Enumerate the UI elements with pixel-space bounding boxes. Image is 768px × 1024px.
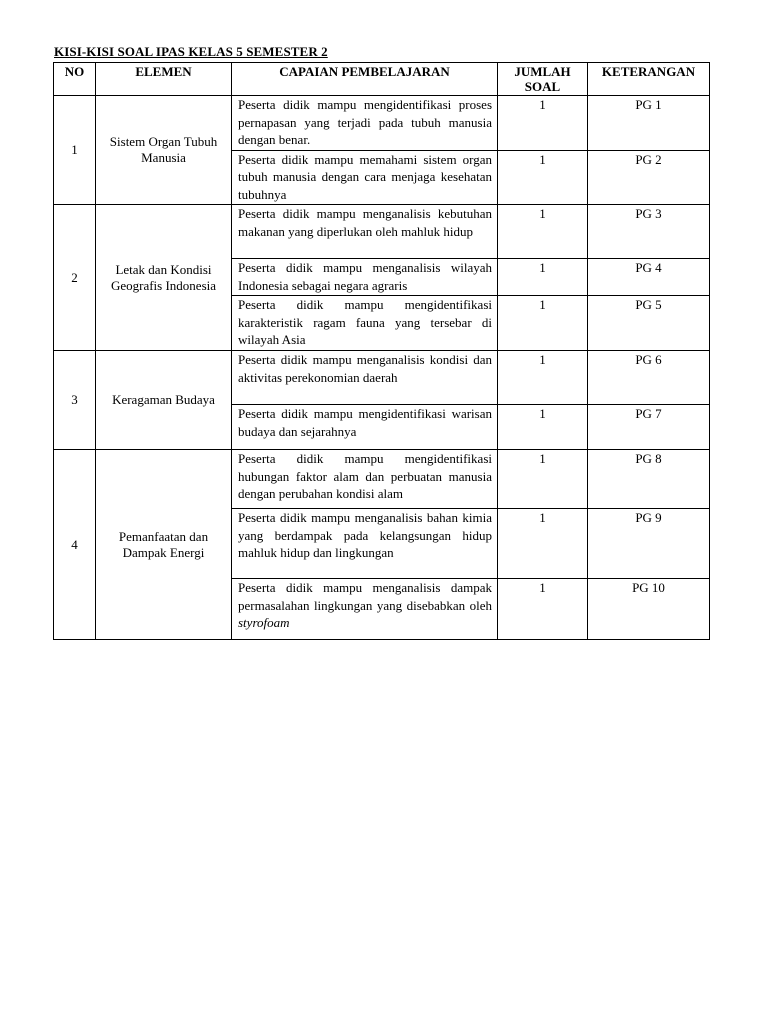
keterangan-cell: PG 4	[588, 259, 710, 296]
capaian-cell: Peserta didik mampu mengidentifikasi warisan budaya dan sejarahnya	[232, 405, 498, 450]
jumlah-soal-cell: 1	[498, 579, 588, 640]
group-number: 2	[54, 205, 96, 351]
group-elemen: Letak dan Kondisi Geografis Indonesia	[96, 205, 232, 351]
header-jumlah-line1: JUMLAH	[514, 64, 571, 79]
group-elemen: Keragaman Budaya	[96, 351, 232, 450]
keterangan-cell: PG 7	[588, 405, 710, 450]
jumlah-soal-cell: 1	[498, 96, 588, 151]
header-no: NO	[54, 63, 96, 96]
group-elemen: Pemanfaatan dan Dampak Energi	[96, 450, 232, 640]
header-keterangan: KETERANGAN	[588, 63, 710, 96]
header-row	[54, 63, 710, 96]
group-elemen: Sistem Organ Tubuh Manusia	[96, 96, 232, 205]
capaian-text: Peserta didik mampu menganalisis dampak permasalahan lingkungan yang disebabkan oleh	[238, 580, 492, 613]
jumlah-soal-cell: 1	[498, 405, 588, 450]
keterangan-cell: PG 2	[588, 150, 710, 205]
table-row	[54, 96, 710, 151]
group-number: 3	[54, 351, 96, 450]
jumlah-soal-cell: 1	[498, 296, 588, 351]
keterangan-cell: PG 10	[588, 579, 710, 640]
capaian-cell: Peserta didik mampu mengidentifikasi hubungan faktor alam dan perbuatan manusia dengan perubahan kondisi alam	[232, 450, 498, 509]
header-jumlah-line2: SOAL	[524, 79, 561, 94]
jumlah-soal-cell: 1	[498, 509, 588, 579]
keterangan-cell: PG 1	[588, 96, 710, 151]
keterangan-cell: PG 8	[588, 450, 710, 509]
capaian-cell: Peserta didik mampu menganalisis bahan kimia yang berdampak pada kelangsungan hidup mahluk hidup dan lingkungan	[232, 509, 498, 579]
capaian-cell: Peserta didik mampu menganalisis kebutuhan makanan yang diperlukan oleh mahluk hidup	[232, 205, 498, 259]
header-jumlah-soal	[498, 63, 588, 96]
capaian-cell: Peserta didik mampu mengidentifikasi karakteristik ragam fauna yang tersebar di wilayah Asia	[232, 296, 498, 351]
capaian-cell: Peserta didik mampu mengidentifikasi proses pernapasan yang terjadi pada tubuh manusia dengan benar.	[232, 96, 498, 151]
jumlah-soal-cell: 1	[498, 450, 588, 509]
capaian-cell: Peserta didik mampu menganalisis wilayah Indonesia sebagai negara agraris	[232, 259, 498, 296]
capaian-italic-term: styrofoam	[238, 615, 290, 630]
jumlah-soal-cell: 1	[498, 205, 588, 259]
keterangan-cell: PG 5	[588, 296, 710, 351]
table-row	[54, 450, 710, 509]
keterangan-cell: PG 3	[588, 205, 710, 259]
capaian-cell: Peserta didik mampu menganalisis kondisi dan aktivitas perekonomian daerah	[232, 351, 498, 405]
capaian-cell: Peserta didik mampu memahami sistem organ tubuh manusia dengan cara menjaga kesehatan tubuhnya	[232, 150, 498, 205]
group-number: 1	[54, 96, 96, 205]
table-row	[54, 205, 710, 259]
capaian-cell	[232, 579, 498, 640]
keterangan-cell: PG 6	[588, 351, 710, 405]
header-elemen: ELEMEN	[96, 63, 232, 96]
jumlah-soal-cell: 1	[498, 351, 588, 405]
jumlah-soal-cell: 1	[498, 259, 588, 296]
group-number: 4	[54, 450, 96, 640]
header-capaian-pembelajaran: CAPAIAN PEMBELAJARAN	[232, 63, 498, 96]
keterangan-cell: PG 9	[588, 509, 710, 579]
table-row	[54, 351, 710, 405]
document-title: KISI-KISI SOAL IPAS KELAS 5 SEMESTER 2	[54, 44, 328, 59]
jumlah-soal-cell: 1	[498, 150, 588, 205]
kisi-kisi-table	[53, 62, 710, 640]
